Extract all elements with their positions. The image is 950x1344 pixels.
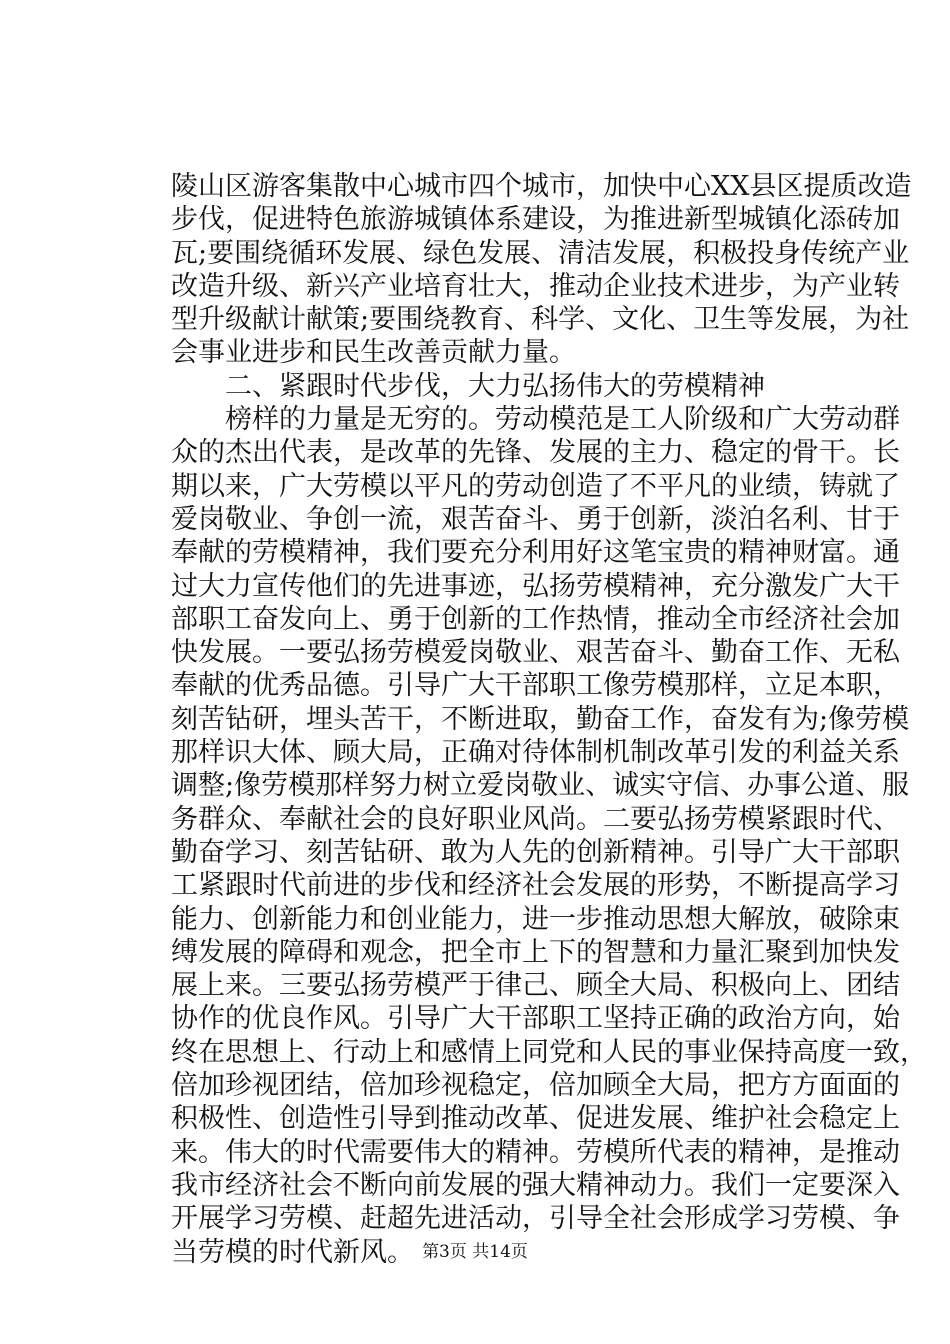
text-line: 当劳模的时代新风。 — [171, 1236, 414, 1268]
text-line: 我市经济社会不断向前发展的强大精神动力。我们一定要深入 — [171, 1169, 900, 1201]
text-line: 部职工奋发向上、勇于创新的工作热情，推动全市经济社会加 — [171, 603, 900, 635]
text-line: 过大力宣传他们的先进事迹，弘扬劳模精神，充分激发广大干 — [171, 570, 900, 602]
text-line: 展上来。三要弘扬劳模严于律己、顾全大局、积极向上、团结 — [171, 970, 900, 1002]
text-line: 奉献的优秀品德。引导广大干部职工像劳模那样，立足本职， — [171, 670, 900, 702]
text-line: 快发展。一要弘扬劳模爱岗敬业、艰苦奋斗、勤奋工作、无私 — [171, 637, 900, 669]
page-footer: 第3页 共14页 — [422, 1242, 528, 1262]
text-line: 榜样的力量是无穷的。劳动模范是工人阶级和广大劳动群 — [171, 404, 900, 436]
text-line: 众的杰出代表，是改革的先锋、发展的主力、稳定的骨干。长 — [171, 437, 900, 469]
body-text — [171, 170, 927, 1269]
text-line: 调整;像劳模那样努力树立爱岗敬业、诚实守信、办事公道、服 — [171, 770, 910, 802]
text-line: 开展学习劳模、赶超先进活动，引导全社会形成学习劳模、争 — [171, 1203, 900, 1235]
text-line: 陵山区游客集散中心城市四个城市，加快中心XX县区提质改造 — [171, 171, 912, 202]
text-line: 缚发展的障碍和观念，把全市上下的智慧和力量汇聚到加快发 — [171, 936, 900, 968]
text-line: 勤奋学习、刻苦钻研、敢为人先的创新精神。引导广大干部职 — [171, 836, 900, 868]
text-line: 能力、创新能力和创业能力，进一步推动思想大解放，破除束 — [171, 903, 900, 935]
text-line: 积极性、创造性引导到推动改革、促进发展、维护社会稳定上 — [171, 1103, 900, 1135]
section-heading: 二、紧跟时代步伐，大力弘扬伟大的劳模精神 — [171, 370, 765, 402]
text-line: 刻苦钻研，埋头苦干，不断进取，勤奋工作，奋发有为;像劳模 — [171, 703, 910, 735]
text-line: 倍加珍视团结，倍加珍视稳定，倍加顾全大局，把方方面面的 — [171, 1070, 900, 1102]
text-line: 务群众、奉献社会的良好职业风尚。二要弘扬劳模紧跟时代、 — [171, 803, 900, 835]
text-line: 会事业进步和民生改善贡献力量。 — [171, 337, 576, 369]
text-line: 改造升级、新兴产业培育壮大，推动企业技术进步，为产业转 — [171, 270, 900, 302]
text-line: 协作的优良作风。引导广大干部职工坚持正确的政治方向，始 — [171, 1003, 900, 1035]
text-line: 瓦;要围绕循环发展、绿色发展、清洁发展，积极投身传统产业 — [171, 237, 910, 269]
text-line: 工紧跟时代前进的步伐和经济社会发展的形势，不断提高学习 — [171, 870, 900, 902]
text-line: 奉献的劳模精神，我们要充分利用好这笔宝贵的精神财富。通 — [171, 537, 900, 569]
text-line: 来。伟大的时代需要伟大的精神。劳模所代表的精神，是推动 — [171, 1136, 900, 1168]
text-line: 终在思想上、行动上和感情上同党和人民的事业保持高度一致， — [171, 1036, 927, 1068]
text-line: 那样识大体、顾大局，正确对待体制机制改革引发的利益关系 — [171, 737, 900, 769]
text-line: 步伐，促进特色旅游城镇体系建设，为推进新型城镇化添砖加 — [171, 204, 900, 236]
text-line: 型升级献计献策;要围绕教育、科学、文化、卫生等发展，为社 — [171, 304, 910, 336]
text-line: 爱岗敬业、争创一流，艰苦奋斗、勇于创新，淡泊名利、甘于 — [171, 503, 900, 535]
text-line: 期以来，广大劳模以平凡的劳动创造了不平凡的业绩，铸就了 — [171, 470, 900, 502]
